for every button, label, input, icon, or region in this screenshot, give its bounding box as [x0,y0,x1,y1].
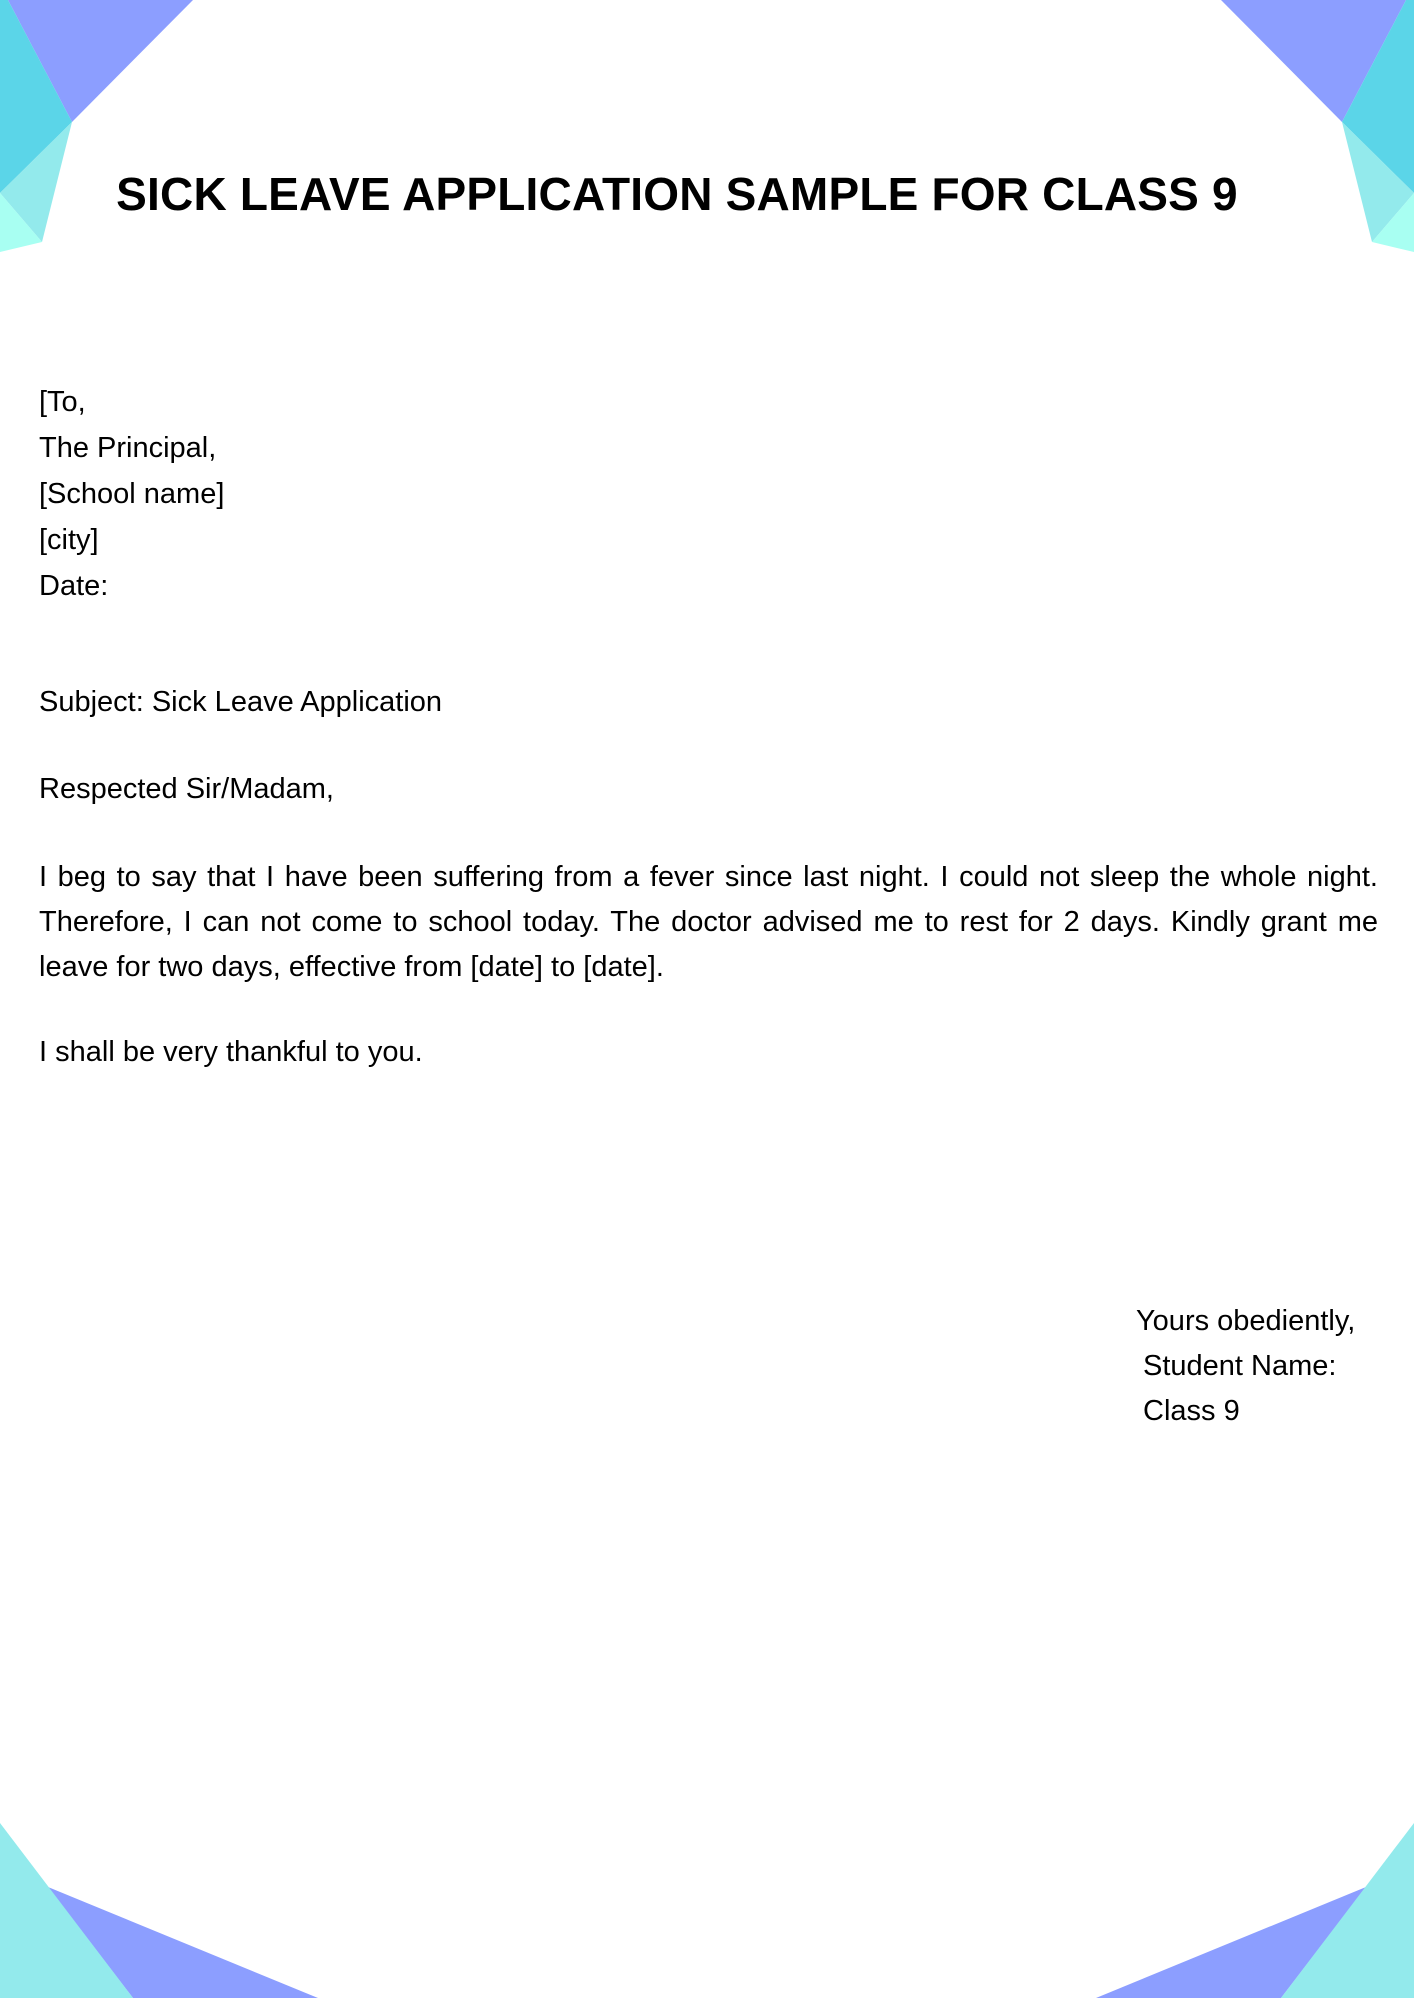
signature-closing: Yours obediently, [1136,1305,1356,1337]
bottom-left-cyan-triangle [0,1823,133,1998]
bottom-left-corner-shapes [0,1823,318,1998]
document-title: SICK LEAVE APPLICATION SAMPLE FOR CLASS 9 [116,168,1238,220]
signature-block [1136,1299,1355,1434]
recipient-address [39,379,224,609]
salutation: Respected Sir/Madam, [39,773,334,805]
address-date: Date: [39,570,109,602]
address-city: [city] [39,524,99,556]
top-right-pale-cyan-shape [1372,193,1414,252]
signature-class: Class 9 [1143,1395,1240,1427]
address-recipient: The Principal, [39,432,217,464]
closing-line: I shall be very thankful to you. [39,1036,423,1068]
bottom-right-blue-triangle [1096,1887,1366,1998]
address-school: [School name] [39,478,225,510]
address-to: [To, [39,386,86,418]
top-left-blue-triangle [8,0,193,122]
top-left-cyan-shape [0,0,72,193]
body-paragraph: I beg to say that I have been suffering from a fever since last night. I could not sleep the whole night. Therefore, I can not come to school today. The doctor advised me to rest for 2 days. Kindly grant me leave for two days, effective from [date] to [date]. [39,861,1378,983]
top-right-blue-triangle [1221,0,1406,122]
bottom-left-blue-triangle [48,1887,318,1998]
signature-student-name: Student Name: [1143,1350,1337,1382]
top-right-cyan-shape [1342,0,1414,193]
bottom-right-cyan-triangle [1281,1823,1414,1998]
subject-line: Subject: Sick Leave Application [39,686,443,718]
bottom-right-corner-shapes [1096,1823,1414,1998]
